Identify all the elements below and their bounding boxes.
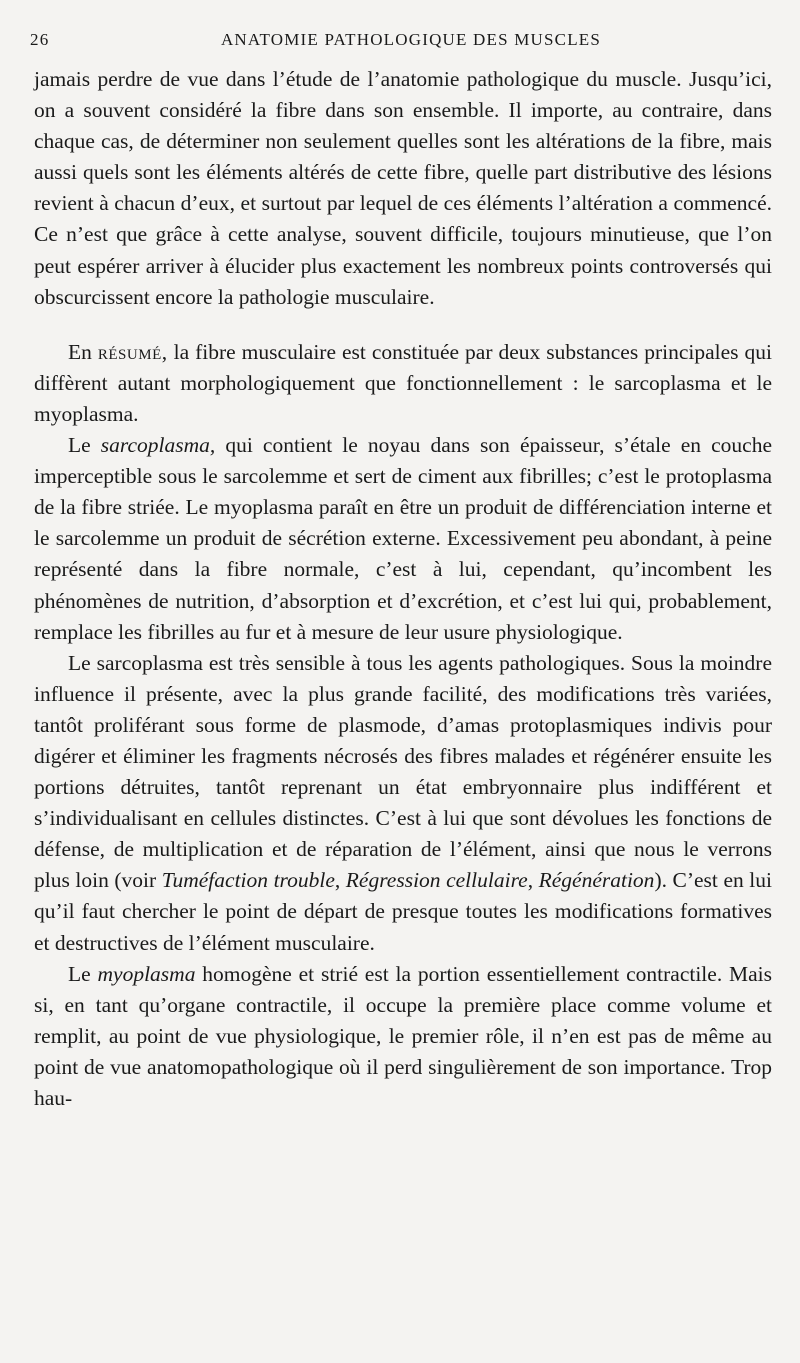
paragraph-sarcoplasma-pathology: [34, 648, 772, 959]
reference-regression: Régression cellulaire: [345, 868, 528, 893]
separator: ,: [527, 868, 539, 893]
reference-tumefaction: Tuméfaction trouble: [161, 868, 335, 893]
paragraph-myoplasma: [34, 959, 772, 1114]
running-title: ANATOMIE PATHOLOGIQUE DES MUSCLES: [220, 30, 602, 49]
lead-italic: myoplasma: [97, 961, 196, 986]
lead-smallcaps: résumé,: [97, 339, 168, 364]
lead-in: Le: [68, 433, 91, 458]
page-number: 26: [30, 30, 50, 49]
paragraph-continuation: [34, 64, 772, 313]
paragraph-text: ). C’est en lui qu’il faut chercher le point de départ de presque toutes les modifications formatives et destructives de l’élément musculaire.: [34, 868, 772, 955]
paragraph-text: jamais perdre de vue dans l’étude de l’anatomie pathologique du muscle. Jusqu’ici, on a souvent considéré la fibre dans son ensemble. Il importe, au contraire, dans chaque cas, de déterminer non seulement quelles sont les altérations de la fibre, mais aussi quels sont les éléments altérés de cette fibre, quelle part distributive des lésions revient à chacun d’eux, et surtout par lequel de ces éléments l’altération a commencé. Ce n’est que grâce à cette analyse, souvent difficile, toujours minutieuse, que l’on peut espérer arriver à élucider plus exactement les nombreux points controversés qui obscurcissent encore la pathologie musculaire.: [34, 67, 772, 309]
paragraph-text: homogène et strié est la portion essentiellement contractile. Mais si, en tant qu’organe contractile, il occupe la première place comme volume et remplit, au point de vue physiologique, le premier rôle, il n’en est pas de même au point de vue anatomopathologique où il perd singulièrement de son importance. Trop hau-: [34, 961, 773, 1110]
separator: ,: [334, 868, 346, 893]
paragraph-sarcoplasma: [34, 430, 772, 648]
lead-in: En: [68, 339, 92, 364]
paragraph-text: qui contient le noyau dans son épaisseur, s’étale en couche imperceptible sous le sarcolemme et sert de ciment aux fibrilles; c’est le protoplasma de la fibre striée. Le myoplasma paraît en être un produit de différenciation interne et le sarcolemme un produit de sécrétion externe. Excessivement peu abondant, à peine représenté dans la fibre normale, c’est à lui, cependant, qu’incombent les phénomènes de nutrition, d’absorption et d’excrétion, et c’est lui qui, probablement, remplace les fibrilles au fur et à mesure de leur usure physiologique.: [34, 433, 772, 644]
paragraph-text: la fibre musculaire est constituée par deux substances principales qui diffèrent autant morphologiquement que fonctionnellement : le sarcoplasma et le myoplasma.: [34, 339, 772, 426]
reference-regeneration: Régénération: [538, 868, 655, 893]
paragraph-summary: [34, 337, 772, 430]
body-text: [34, 64, 772, 1114]
paragraph-text: Le sarcoplasma est très sensible à tous les agents pathologiques. Sous la moindre influence il présente, avec la plus grande facilité, des modifications très variées, tantôt proliférant sous forme de plasmode, d’amas protoplasmiques indivis pour digérer et éliminer les fragments nécrosés des fibres malades et régénérer ensuite les portions détruites, tantôt reprenant un état embryonnaire plus indifférent et s’individualisant en cellules distinctes. C’est à lui que sont dévolues les fonctions de défense, de multiplication et de réparation de l’élément, ainsi que nous le verrons plus loin (voir: [34, 650, 772, 893]
lead-in: Le: [68, 961, 91, 986]
lead-italic: sarcoplasma,: [100, 433, 216, 458]
running-head: [30, 30, 772, 54]
